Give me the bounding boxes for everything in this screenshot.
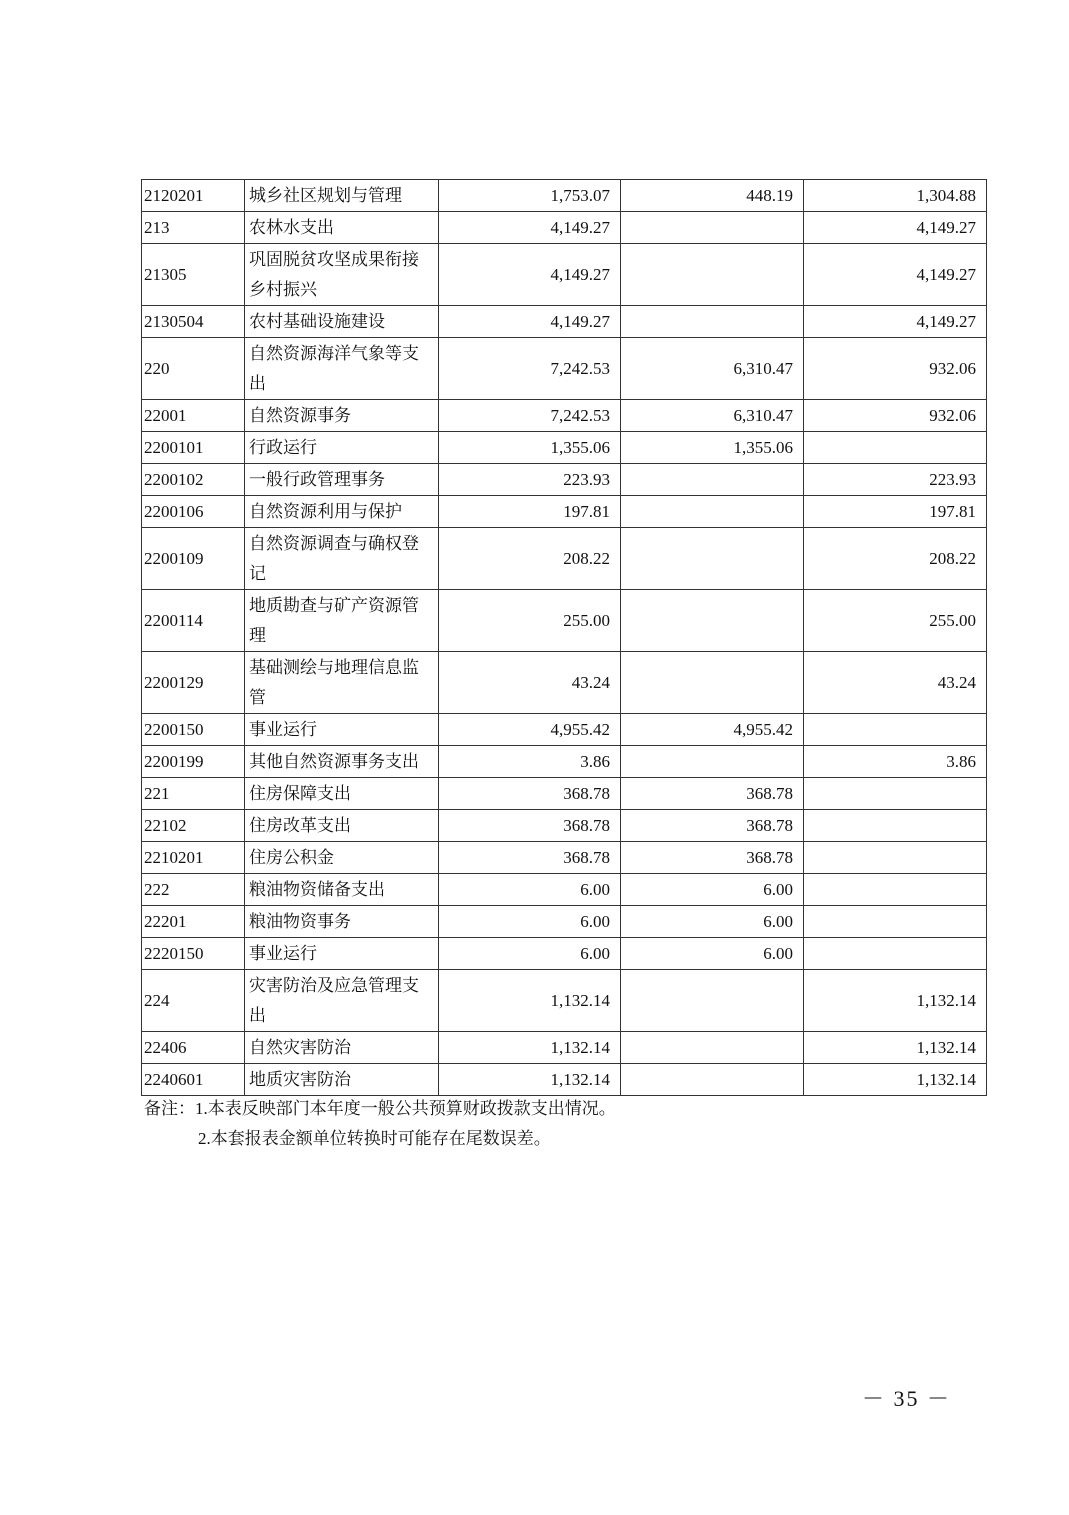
name-cell: 行政运行 <box>245 432 439 464</box>
code-cell: 22406 <box>142 1032 245 1064</box>
code-cell: 220 <box>142 338 245 400</box>
basic-expense-cell <box>621 244 804 306</box>
page-number: － 35 － <box>862 1386 952 1411</box>
basic-expense-cell <box>621 464 804 496</box>
total-cell: 1,132.14 <box>439 1064 621 1096</box>
basic-expense-cell <box>621 652 804 714</box>
basic-expense-cell: 368.78 <box>621 810 804 842</box>
table-row <box>142 306 987 338</box>
code-cell: 2200102 <box>142 464 245 496</box>
project-expense-cell: 1,132.14 <box>804 970 987 1032</box>
name-cell: 农村基础设施建设 <box>245 306 439 338</box>
table-row <box>142 338 987 400</box>
basic-expense-cell <box>621 1064 804 1096</box>
basic-expense-cell: 448.19 <box>621 180 804 212</box>
total-cell: 1,753.07 <box>439 180 621 212</box>
total-cell: 368.78 <box>439 842 621 874</box>
name-cell: 地质勘查与矿产资源管理 <box>245 590 439 652</box>
project-expense-cell <box>804 810 987 842</box>
project-expense-cell <box>804 874 987 906</box>
name-cell: 自然资源调查与确权登记 <box>245 528 439 590</box>
table-row <box>142 778 987 810</box>
name-cell: 地质灾害防治 <box>245 1064 439 1096</box>
name-cell: 自然资源利用与保护 <box>245 496 439 528</box>
code-cell: 22102 <box>142 810 245 842</box>
name-cell: 住房改革支出 <box>245 810 439 842</box>
table-row <box>142 180 987 212</box>
table-notes <box>144 1094 616 1154</box>
table-body <box>142 180 987 1096</box>
project-expense-cell <box>804 432 987 464</box>
basic-expense-cell: 6,310.47 <box>621 400 804 432</box>
basic-expense-cell <box>621 590 804 652</box>
code-cell: 2200109 <box>142 528 245 590</box>
code-cell: 224 <box>142 970 245 1032</box>
table-row <box>142 212 987 244</box>
total-cell: 6.00 <box>439 906 621 938</box>
code-cell: 2200106 <box>142 496 245 528</box>
project-expense-cell: 208.22 <box>804 528 987 590</box>
table-row <box>142 244 987 306</box>
project-expense-cell: 932.06 <box>804 338 987 400</box>
project-expense-cell: 197.81 <box>804 496 987 528</box>
total-cell: 223.93 <box>439 464 621 496</box>
name-cell: 粮油物资储备支出 <box>245 874 439 906</box>
total-cell: 7,242.53 <box>439 400 621 432</box>
code-cell: 2240601 <box>142 1064 245 1096</box>
project-expense-cell: 255.00 <box>804 590 987 652</box>
name-cell: 基础测绘与地理信息监管 <box>245 652 439 714</box>
name-cell: 自然资源事务 <box>245 400 439 432</box>
code-cell: 222 <box>142 874 245 906</box>
basic-expense-cell: 6.00 <box>621 874 804 906</box>
table-row <box>142 1032 987 1064</box>
code-cell: 2200101 <box>142 432 245 464</box>
code-cell: 221 <box>142 778 245 810</box>
basic-expense-cell: 368.78 <box>621 842 804 874</box>
table-row <box>142 528 987 590</box>
table-row <box>142 464 987 496</box>
name-cell: 住房保障支出 <box>245 778 439 810</box>
table-row <box>142 810 987 842</box>
total-cell: 4,149.27 <box>439 212 621 244</box>
total-cell: 368.78 <box>439 810 621 842</box>
total-cell: 1,132.14 <box>439 1032 621 1064</box>
code-cell: 22001 <box>142 400 245 432</box>
basic-expense-cell <box>621 528 804 590</box>
project-expense-cell: 43.24 <box>804 652 987 714</box>
total-cell: 1,132.14 <box>439 970 621 1032</box>
code-cell: 2130504 <box>142 306 245 338</box>
project-expense-cell <box>804 714 987 746</box>
project-expense-cell: 932.06 <box>804 400 987 432</box>
name-cell: 灾害防治及应急管理支出 <box>245 970 439 1032</box>
note-line-1: 备注：1.本表反映部门本年度一般公共预算财政拨款支出情况。 <box>144 1099 616 1118</box>
basic-expense-cell: 6.00 <box>621 938 804 970</box>
table-row <box>142 874 987 906</box>
table-row <box>142 938 987 970</box>
table-row <box>142 842 987 874</box>
code-cell: 2210201 <box>142 842 245 874</box>
table-row <box>142 400 987 432</box>
code-cell: 22201 <box>142 906 245 938</box>
basic-expense-cell <box>621 970 804 1032</box>
project-expense-cell: 1,132.14 <box>804 1032 987 1064</box>
code-cell: 2200150 <box>142 714 245 746</box>
total-cell: 43.24 <box>439 652 621 714</box>
table-row <box>142 970 987 1032</box>
basic-expense-cell: 1,355.06 <box>621 432 804 464</box>
total-cell: 255.00 <box>439 590 621 652</box>
name-cell: 巩固脱贫攻坚成果衔接乡村振兴 <box>245 244 439 306</box>
basic-expense-cell <box>621 1032 804 1064</box>
budget-table <box>141 179 987 1096</box>
project-expense-cell <box>804 906 987 938</box>
total-cell: 4,149.27 <box>439 306 621 338</box>
project-expense-cell: 4,149.27 <box>804 244 987 306</box>
name-cell: 粮油物资事务 <box>245 906 439 938</box>
name-cell: 自然灾害防治 <box>245 1032 439 1064</box>
basic-expense-cell <box>621 496 804 528</box>
project-expense-cell: 223.93 <box>804 464 987 496</box>
total-cell: 6.00 <box>439 938 621 970</box>
basic-expense-cell <box>621 306 804 338</box>
project-expense-cell: 1,304.88 <box>804 180 987 212</box>
total-cell: 197.81 <box>439 496 621 528</box>
project-expense-cell: 3.86 <box>804 746 987 778</box>
total-cell: 4,149.27 <box>439 244 621 306</box>
name-cell: 事业运行 <box>245 938 439 970</box>
code-cell: 21305 <box>142 244 245 306</box>
basic-expense-cell <box>621 746 804 778</box>
table-row <box>142 906 987 938</box>
table-row <box>142 652 987 714</box>
total-cell: 4,955.42 <box>439 714 621 746</box>
code-cell: 213 <box>142 212 245 244</box>
table-row <box>142 496 987 528</box>
table-row <box>142 746 987 778</box>
basic-expense-cell <box>621 212 804 244</box>
code-cell: 2220150 <box>142 938 245 970</box>
basic-expense-cell: 6.00 <box>621 906 804 938</box>
code-cell: 2120201 <box>142 180 245 212</box>
basic-expense-cell: 6,310.47 <box>621 338 804 400</box>
name-cell: 住房公积金 <box>245 842 439 874</box>
total-cell: 3.86 <box>439 746 621 778</box>
table-row <box>142 714 987 746</box>
code-cell: 2200199 <box>142 746 245 778</box>
basic-expense-cell: 4,955.42 <box>621 714 804 746</box>
project-expense-cell <box>804 778 987 810</box>
name-cell: 一般行政管理事务 <box>245 464 439 496</box>
project-expense-cell <box>804 938 987 970</box>
total-cell: 7,242.53 <box>439 338 621 400</box>
total-cell: 208.22 <box>439 528 621 590</box>
name-cell: 城乡社区规划与管理 <box>245 180 439 212</box>
name-cell: 自然资源海洋气象等支出 <box>245 338 439 400</box>
name-cell: 事业运行 <box>245 714 439 746</box>
basic-expense-cell: 368.78 <box>621 778 804 810</box>
name-cell: 其他自然资源事务支出 <box>245 746 439 778</box>
project-expense-cell: 4,149.27 <box>804 212 987 244</box>
name-cell: 农林水支出 <box>245 212 439 244</box>
code-cell: 2200114 <box>142 590 245 652</box>
note-line-2: 2.本套报表金额单位转换时可能存在尾数误差。 <box>198 1129 551 1148</box>
total-cell: 6.00 <box>439 874 621 906</box>
project-expense-cell: 1,132.14 <box>804 1064 987 1096</box>
table-row <box>142 1064 987 1096</box>
total-cell: 1,355.06 <box>439 432 621 464</box>
total-cell: 368.78 <box>439 778 621 810</box>
code-cell: 2200129 <box>142 652 245 714</box>
project-expense-cell <box>804 842 987 874</box>
table-row <box>142 590 987 652</box>
project-expense-cell: 4,149.27 <box>804 306 987 338</box>
table-row <box>142 432 987 464</box>
